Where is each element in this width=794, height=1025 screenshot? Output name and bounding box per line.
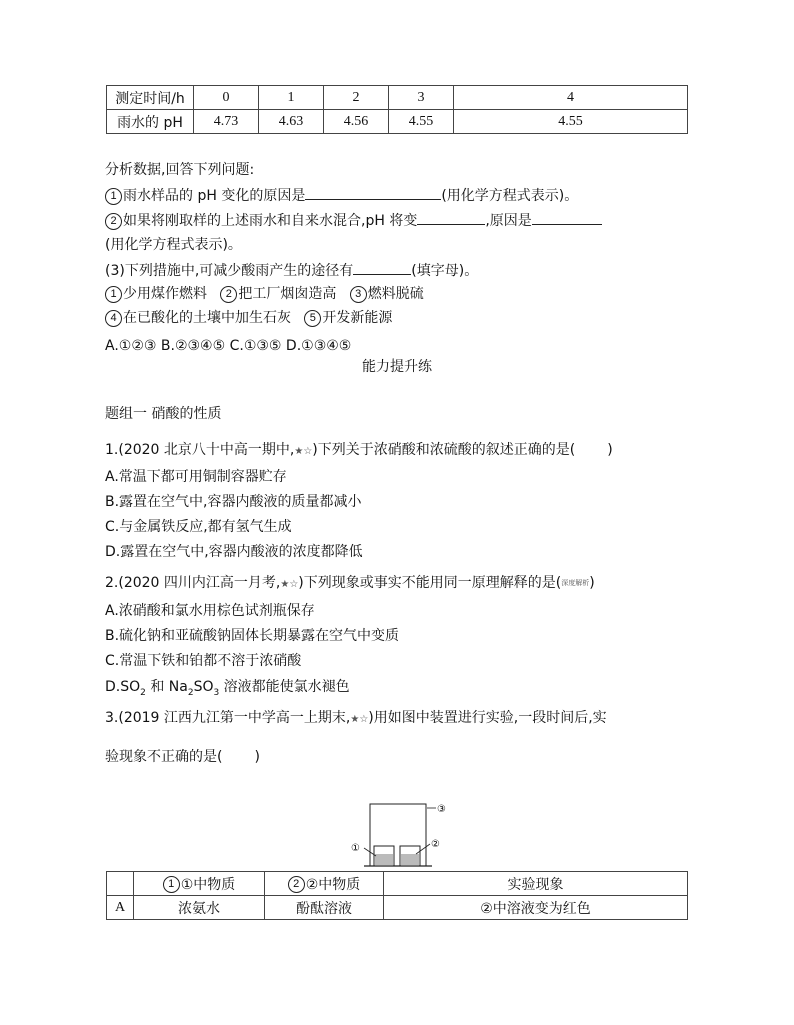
q3-stem: 3.(2019 江西九江第一中学高一上期末,★☆)用如图中装置进行实验,一段时间后,实: [105, 710, 607, 726]
question-2-line2: (用化学方程式表示)。: [105, 237, 242, 253]
circled-2-icon: 2: [288, 876, 305, 893]
q1-option-b: B.露置在空气中,容器内酸液的质量都减小: [105, 494, 362, 510]
answer-blank[interactable]: [353, 260, 411, 275]
answer-blank[interactable]: [305, 185, 441, 200]
answer-options: A.①②③ B.②③④⑤ C.①③⑤ D.①③④⑤: [105, 338, 352, 354]
answer-blank[interactable]: [532, 210, 602, 225]
header-cell: [107, 872, 134, 896]
table-row: [107, 86, 688, 110]
q2-stem: 2.(2020 四川内江高一月考,★☆)下列现象或事实不能用同一原理解释的是(深度解析): [105, 575, 595, 591]
circled-4-icon: 4: [105, 310, 122, 327]
label-2: ②: [431, 839, 440, 850]
header-cell: 实验现象: [384, 872, 688, 896]
label-1: ①: [351, 843, 360, 854]
table-row: [107, 896, 688, 920]
q1-option-c: C.与金属铁反应,都有氢气生成: [105, 519, 292, 535]
circled-1-icon: 1: [163, 876, 180, 893]
answer-blank[interactable]: [417, 210, 485, 225]
difficulty-star-icon: ★☆: [280, 579, 299, 590]
cell: 酚酞溶液: [265, 896, 384, 920]
row-label-ph: 雨水的 pH: [107, 110, 194, 134]
difficulty-star-icon: ★☆: [294, 446, 313, 457]
label-3: ③: [437, 804, 446, 815]
measures-line-1: 1 少用煤作燃料 2 把工厂烟囱造高 3 燃料脱硫: [105, 284, 424, 304]
measures-line-2: 4 在已酸化的土壤中加生石灰 5 开发新能源: [105, 308, 392, 328]
cell: ②中溶液变为红色: [384, 896, 688, 920]
q3-stem-line2: 验现象不正确的是( ): [105, 749, 260, 765]
ph-cell: 4.56: [324, 110, 389, 134]
beaker-2-liquid: [401, 854, 419, 865]
ph-cell: 4.73: [194, 110, 259, 134]
row-label-time: 测定时间/h: [107, 86, 194, 110]
circled-2-icon: 2: [220, 286, 237, 303]
question-2: 2 如果将刚取样的上述雨水和自来水混合,pH 将变 ,原因是: [105, 210, 602, 231]
circled-1-icon: 1: [105, 286, 122, 303]
header-cell: 1 ①中物质: [134, 872, 265, 896]
q2-option-c: C.常温下铁和铂都不溶于浓硝酸: [105, 653, 302, 669]
circled-2-icon: 2: [105, 213, 122, 230]
question-3: (3)下列措施中,可减少酸雨产生的途径有 (填字母)。: [105, 260, 478, 281]
q2-option-a: A.浓硝酸和氯水用棕色试剂瓶保存: [105, 603, 315, 619]
analysis-intro: 分析数据,回答下列问题:: [105, 162, 255, 178]
apparatus-figure: [340, 796, 460, 876]
time-cell: 2: [324, 86, 389, 110]
time-cell: 3: [389, 86, 454, 110]
header-cell: 2 ②中物质: [265, 872, 384, 896]
ph-cell: 4.55: [454, 110, 688, 134]
circled-3-icon: 3: [350, 286, 367, 303]
experiment-table: [106, 871, 688, 920]
time-cell: 4: [454, 86, 688, 110]
time-cell: 1: [259, 86, 324, 110]
ph-cell: 4.55: [389, 110, 454, 134]
table-row: [107, 110, 688, 134]
ph-table: [106, 85, 688, 134]
q2-option-b: B.硫化钠和亚硫酸钠固体长期暴露在空气中变质: [105, 628, 400, 644]
group-title: 题组一 硝酸的性质: [105, 406, 222, 422]
difficulty-star-icon: ★☆: [350, 714, 369, 725]
deep-analysis-tag: 深度解析: [561, 579, 590, 587]
time-cell: 0: [194, 86, 259, 110]
section-title: 能力提升练: [362, 359, 432, 375]
row-label: A: [107, 896, 134, 920]
circled-5-icon: 5: [304, 310, 321, 327]
q1-stem: 1.(2020 北京八十中高一期中,★☆)下列关于浓硝酸和浓硫酸的叙述正确的是( ): [105, 442, 613, 458]
question-1: 1 雨水样品的 pH 变化的原因是 (用化学方程式表示)。: [105, 185, 578, 206]
cell: 浓氨水: [134, 896, 265, 920]
q2-option-d: $D.SO_2$ 和 $Na_2SO_3$ 溶液都能使氯水褪色: [105, 679, 350, 698]
table-row: [107, 872, 688, 896]
q1-option-a: A.常温下都可用铜制容器贮存: [105, 469, 287, 485]
q1-option-d: D.露置在空气中,容器内酸液的浓度都降低: [105, 544, 363, 560]
circled-1-icon: 1: [105, 188, 122, 205]
ph-cell: 4.63: [259, 110, 324, 134]
beaker-1-liquid: [375, 854, 393, 865]
